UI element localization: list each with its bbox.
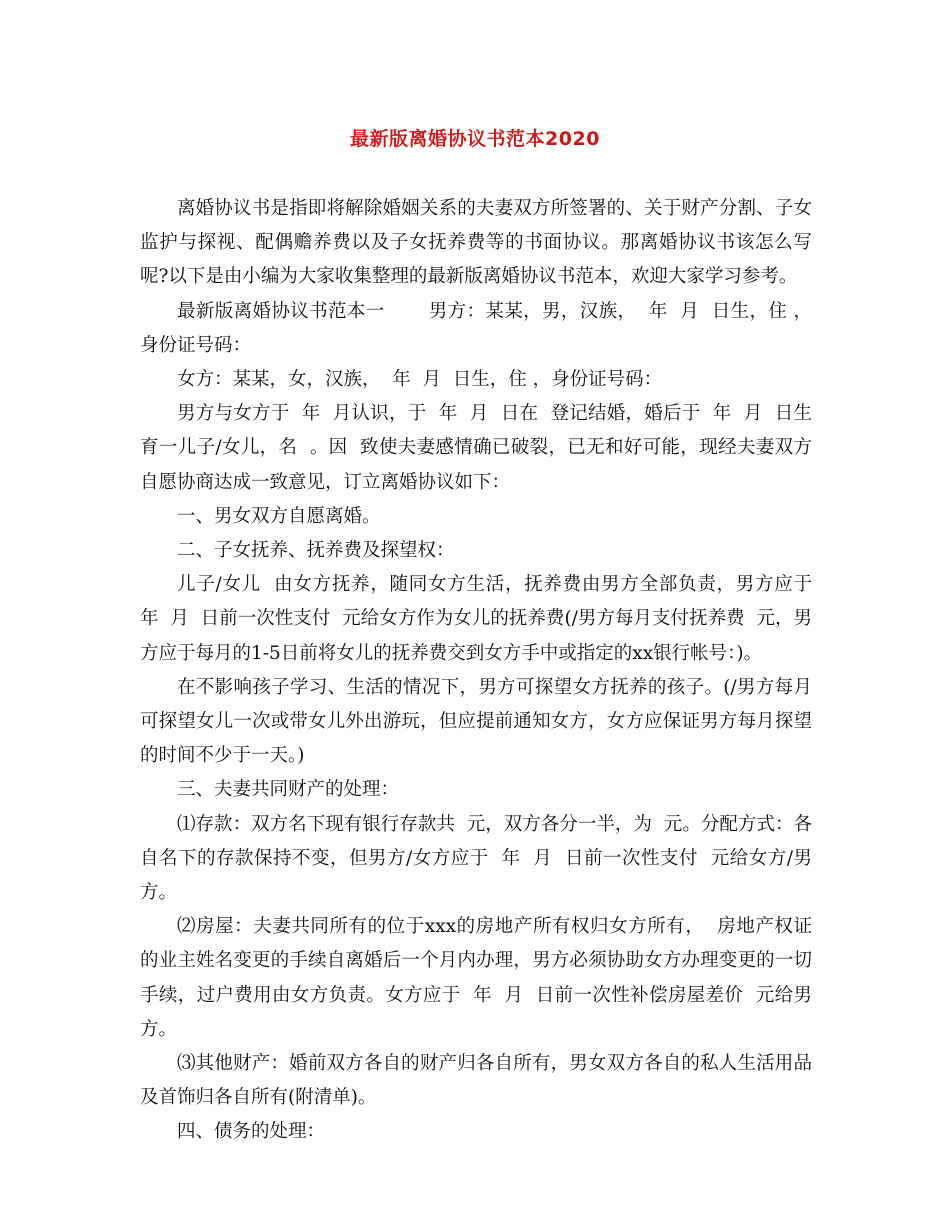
document-title: 最新版离婚协议书范本2020 [350, 128, 600, 150]
paragraph-male-party: 最新版离婚协议书范本一 男方：某某，男，汉族， 年 月 日生，住 ，身份证号码： [140, 300, 812, 356]
document-body [140, 192, 824, 1150]
clause-2-heading: 二、子女抚养、抚养费及探望权： [177, 540, 455, 562]
clause-1-heading: 一、男女双方自愿离婚。 [177, 505, 381, 527]
paragraph-other-property: ⑶其他财产：婚前双方各自的财产归各自所有，男女双方各自的私人生活用品及首饰归各自所有(附清单)。 [140, 1053, 812, 1109]
paragraph-child-custody: 儿子/女儿 由女方抚养，随同女方生活，抚养费由男方全部负责，男方应于 年 月 日前一次性支付 元给女方作为女儿的抚养费(/男方每月支付抚养费 元，男方应于每月的1-5日前将女儿的抚养费交到女方手中或指定的xx银行帐号：)。 [140, 574, 824, 664]
paragraph-marriage-background: 男方与女方于 年 月认识，于 年 月 日在 登记结婚，婚后于 年 月 日生育一儿子/女儿，名 。因 致使夫妻感情确已破裂，已无和好可能，现经夫妻双方自愿协商达成一致意见，订立离婚协议如下： [140, 403, 812, 493]
paragraph-intro: 离婚协议书是指即将解除婚姻关系的夫妻双方所签署的、关于财产分割、子女监护与探视、配偶赡养费以及子女抚养费等的书面协议。那离婚协议书该怎么写呢?以下是由小编为大家收集整理的最新版离婚协议书范本，欢迎大家学习参考。 [140, 198, 812, 288]
clause-3-heading: 三、夫妻共同财产的处理： [177, 779, 400, 801]
paragraph-female-party: 女方：某某，女，汉族， 年 月 日生，住 ，身份证号码： [177, 369, 663, 391]
paragraph-house: ⑵房屋：夫妻共同所有的位于xxx的房地产所有权归女方所有， 房地产权证的业主姓名变更的手续自离婚后一个月内办理，男方必须协助女方办理变更的一切手续，过户费用由女方负责。女方应于 年 月 日前一次性补偿房屋差价 元给男方。 [140, 916, 812, 1040]
clause-4-heading: 四、债务的处理： [177, 1121, 326, 1143]
paragraph-deposits: ⑴存款：双方名下现有银行存款共 元，双方各分一半，为 元。分配方式：各自名下的存款保持不变，但男方/女方应于 年 月 日前一次性支付 元给女方/男方。 [140, 813, 812, 904]
paragraph-visitation: 在不影响孩子学习、生活的情况下，男方可探望女方抚养的孩子。(/男方每月可探望女儿一次或带女儿外出游玩，但应提前通知女方，女方应保证男方每月探望的时间不少于一天。) [140, 676, 812, 767]
